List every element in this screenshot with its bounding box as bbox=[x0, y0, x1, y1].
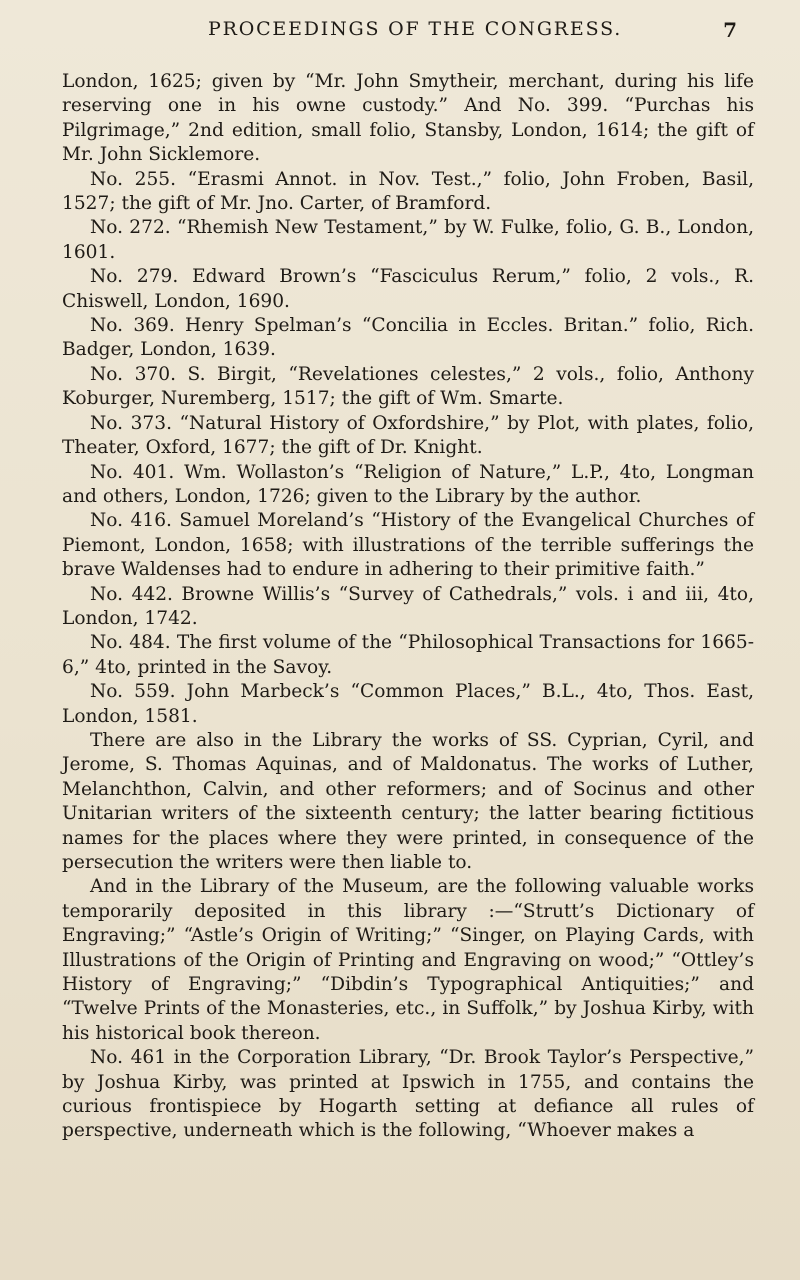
paragraph: London, 1625; given by “Mr. John Smytheir, merchant, during his life reserving one in his owne custody.” And No. 399. “Purchas his Pilgrimage,” 2nd edition, small folio, Stansby, London, 1614; the gift of Mr. John Sicklemore. bbox=[62, 71, 754, 166]
running-head bbox=[60, 18, 755, 58]
page-number: 7 bbox=[723, 18, 737, 42]
paragraph: No. 559. John Marbeck’s “Common Places,” B.L., 4to, Thos. East, London, 1581. bbox=[62, 681, 754, 727]
paragraph: No. 279. Edward Brown’s “Fasciculus Rerum,” folio, 2 vols., R. Chiswell, London, 1690. bbox=[62, 266, 754, 312]
paragraph: No. 401. Wm. Wollaston’s “Religion of Nature,” L.P., 4to, Longman and others, London, 1726; given to the Library by the author. bbox=[62, 461, 754, 507]
paragraph: No. 369. Henry Spelman’s “Concilia in Eccles. Britan.” folio, Rich. Badger, London, 1639. bbox=[62, 315, 754, 361]
paragraph: No. 484. The first volume of the “Philosophical Transactions for 1665-6,” 4to, printed in the Savoy. bbox=[62, 632, 754, 678]
running-title: PROCEEDINGS OF THE CONGRESS. bbox=[208, 18, 623, 40]
paragraph: No. 442. Browne Willis’s “Survey of Cathedrals,” vols. i and iii, 4to, London, 1742. bbox=[62, 583, 754, 629]
paragraph: No. 370. S. Birgit, “Revelationes celestes,” 2 vols., folio, Anthony Koburger, Nuremberg, 1517; the gift of Wm. Smarte. bbox=[62, 363, 754, 410]
paragraph: No. 373. “Natural History of Oxfordshire,” by Plot, with plates, folio, Theater, Oxford, 1677; the gift of Dr. Knight. bbox=[62, 412, 754, 459]
paragraph: No. 461 in the Corporation Library, “Dr. Brook Taylor’s Perspective,” by Joshua Kirby, was printed at Ipswich in 1755, and contains the curious frontispiece by Hogarth setting at defiance all rules of perspective, underneath which is the following, “Whoever makes a bbox=[62, 1047, 754, 1142]
paragraph: No. 272. “Rhemish New Testament,” by W. Fulke, folio, G. B., London, 1601. bbox=[62, 217, 754, 263]
paragraph: There are also in the Library the works of SS. Cyprian, Cyril, and Jerome, S. Thomas Aquinas, and of Maldonatus. The works of Luther, Melanchthon, Calvin, and other reformers; and of Socinus and other Unitarian writers of the sixteenth century; the latter bearing fictitious names for the places where they were printed, in consequence of the persecution the writers were then liable to. bbox=[62, 729, 754, 873]
paragraph: No. 255. “Erasmi Annot. in Nov. Test.,” folio, John Froben, Basil, 1527; the gift of Mr. Jno. Carter, of Bramford. bbox=[62, 168, 754, 215]
paragraph: No. 416. Samuel Moreland’s “History of the Evangelical Churches of Piemont, London, 1658; with illustrations of the terrible sufferings the brave Waldenses had to endure in adhering to their primitive faith.” bbox=[62, 510, 754, 581]
paragraph: And in the Library of the Museum, are the following valuable works temporarily deposited in this library :—“Strutt’s Dictionary of Engraving;” “Astle’s Origin of Writing;” “Singer, on Playing Cards, with Illustrations of the Origin of Printing and Engraving on wood;” “Ottley’s History of Engraving;” “Dibdin’s Typographical Antiquities;” and “Twelve Prints of the Monasteries, etc., in Suffolk,” by Joshua Kirby, with his historical book thereon. bbox=[62, 876, 754, 1044]
body-text bbox=[62, 70, 754, 1144]
